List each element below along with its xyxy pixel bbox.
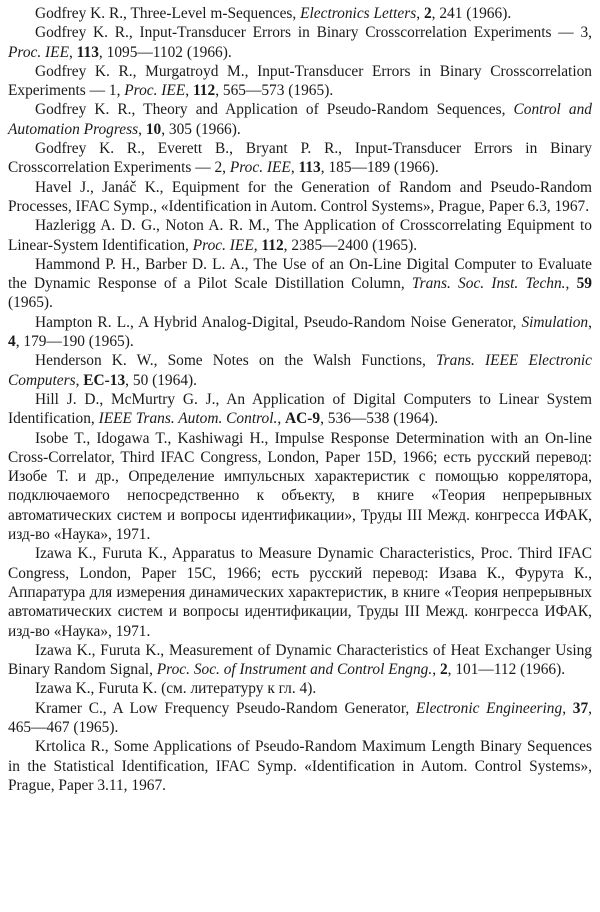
reference-volume: 112 [192, 82, 216, 100]
reference-text: , 101—112 (1966). [447, 661, 566, 679]
reference-text: Izawa K., Furuta K., Measurement of Dynamic Characteristics of Heat Exchanger Using Binary Random Signal, [8, 641, 592, 679]
reference-entry [8, 255, 592, 313]
reference-text: Krtolica R., Some Applications of Pseudo-Random Maximum Length Binary Sequences in the Statistical Identification, IFAC Symp. «Identification in Autom. Control Systems», Prague, Paper 3.11, 1967. [8, 738, 592, 794]
reference-text: , 2385—2400 (1965). [283, 236, 418, 254]
reference-text: (1965). [8, 294, 53, 312]
reference-entry [8, 679, 592, 698]
reference-title-italic: Trans. Soc. Inst. Techn. [411, 275, 566, 293]
reference-text: Kramer C., A Low Frequency Pseudo-Random Generator, [35, 699, 416, 717]
reference-text: , [138, 120, 146, 138]
reference-text: Godfrey K. R., Theory and Application of Pseudo-Random Sequences, [35, 101, 514, 119]
reference-text: , [185, 82, 193, 100]
reference-text: Hazlerigg A. D. G., Noton A. R. M., The Application of Crosscorrelating Equipment to Linear-System Identification, [8, 217, 592, 254]
reference-volume: EC-13 [83, 371, 126, 389]
reference-text: , [562, 699, 573, 717]
reference-text: , 1095—1102 (1966). [98, 43, 232, 61]
reference-volume: 37 [572, 699, 589, 717]
reference-volume: 10 [145, 120, 162, 138]
reference-text: Godfrey K. R., Murgatroyd M., Input-Transducer Errors in Binary Crosscorrelation Experiments — 1, [8, 62, 592, 100]
reference-text: , [253, 236, 262, 254]
reference-text: , 179—190 (1965). [15, 333, 134, 351]
reference-volume: 59 [576, 275, 592, 293]
reference-text: , 241 (1966). [431, 5, 512, 22]
reference-title-italic: IEEE Trans. Autom. Control. [98, 410, 278, 428]
reference-volume: 2 [423, 5, 432, 22]
reference-title-italic: Electronic Engineering [415, 699, 563, 717]
reference-text: Hill J. D., McMurtry G. J., An Application of Digital Computers to Linear System Identification, [8, 390, 592, 428]
reference-text: , 185—189 (1966). [320, 159, 439, 177]
reference-title-italic: Proc. IEE [192, 236, 254, 254]
reference-text: , [75, 371, 84, 389]
reference-text: , [68, 43, 77, 61]
reference-text: , 465—467 (1965). [8, 699, 592, 736]
reference-text: , 305 (1966). [161, 120, 241, 138]
reference-text: Izawa K., Furuta K. (см. литературу к гл. 4). [35, 680, 317, 698]
reference-volume: AC-9 [285, 410, 321, 428]
reference-entry [8, 699, 592, 738]
reference-title-italic: Proc. Soc. of Instrument and Control Engng. [156, 661, 433, 679]
reference-text: , [277, 410, 286, 428]
reference-volume: 113 [298, 159, 321, 177]
reference-title-italic: Proc. IEE [8, 43, 69, 61]
reference-text: , [432, 661, 440, 679]
reference-volume: 112 [261, 236, 284, 254]
reference-title-italic: Control and Automation Progress [8, 101, 593, 138]
reference-text: Henderson K. W., Some Notes on the Walsh Functions, [35, 352, 436, 370]
reference-entry [8, 544, 592, 640]
reference-title-italic: Simulation [521, 313, 589, 331]
reference-entry [8, 737, 592, 795]
reference-text: Izawa K., Furuta K., Apparatus to Measure Dynamic Characteristics, Proc. Third IFAC Congress, London, Paper 15C, 1966; есть русский перевод: Изава К., Фурута К., Аппаратура для измерения динамических характеристик, в книге «Теория непрерывных автоматических систем и вопросы идентификации, Труды III Межд. конгресса ИФАК, изд-во «Наука», 1971. [8, 545, 592, 640]
reference-volume: 2 [439, 661, 448, 679]
reference-entry [8, 178, 592, 217]
reference-entry [8, 216, 592, 255]
reference-text: , 565—573 (1965). [215, 82, 334, 100]
reference-entry [8, 641, 592, 680]
reference-text: Godfrey K. R., Input-Transducer Errors in Binary Crosscorrelation Experiments — 3, [35, 24, 592, 42]
reference-title-italic: Proc. IEE [229, 159, 291, 177]
reference-entry [8, 4, 592, 23]
reference-text: Hampton R. L., A Hybrid Analog-Digital, Pseudo-Random Noise Generator, [35, 313, 522, 331]
reference-text: , 536—538 (1964). [320, 410, 439, 428]
reference-text: Havel J., Janáč K., Equipment for the Generation of Random and Pseudo-Random Processes, IFAC Symp., «Identification in Autom. Control Systems», Prague, Paper 6.3, 1967. [8, 178, 592, 215]
reference-text: , [588, 313, 592, 331]
reference-entry [8, 23, 592, 62]
reference-text: , 50 (1964). [125, 371, 197, 389]
reference-title-italic: Proc. IEE [124, 82, 186, 100]
reference-text: , [416, 5, 424, 22]
reference-volume: 4 [8, 333, 16, 351]
reference-entry [8, 429, 592, 545]
reference-title-italic: Electronics Letters [300, 5, 417, 22]
reference-entry [8, 100, 592, 139]
reference-entry [8, 62, 592, 101]
reference-text: Hammond P. H., Barber D. L. A., The Use of an On-Line Digital Computer to Evaluate the Dynamic Response of a Pilot Scale Distillation Column, [8, 255, 592, 293]
reference-list [8, 4, 592, 795]
reference-volume: 113 [76, 43, 99, 61]
reference-entry [8, 139, 592, 178]
reference-text: , [290, 159, 299, 177]
reference-title-italic: Trans. IEEE Electronic Computers [8, 352, 592, 389]
reference-text: Godfrey K. R., Everett B., Bryant P. R., Input-Transducer Errors in Binary Crosscorrelation Experiments — 2, [8, 140, 592, 177]
reference-text: , [565, 275, 577, 293]
reference-entry [8, 390, 592, 429]
reference-text: Isobe T., Idogawa T., Kashiwagi H., Impulse Response Determination with an On-line Cross-Correlator, Third IFAC Congress, London, Paper 15D, 1966; есть русский перевод: Изобе Т. и др., Определение импульсных характеристик с помощью коррелятора, подключаемого непосредственно к объекту, в книге «Теория непрерывных автоматических систем и вопросы идентификации», Труды III Межд. конгресса ИФАК, изд-во «Наука», 1971. [8, 429, 592, 544]
reference-entry [8, 351, 592, 390]
reference-entry [8, 313, 592, 352]
reference-text: Godfrey K. R., Three-Level m-Sequences, [35, 5, 301, 22]
